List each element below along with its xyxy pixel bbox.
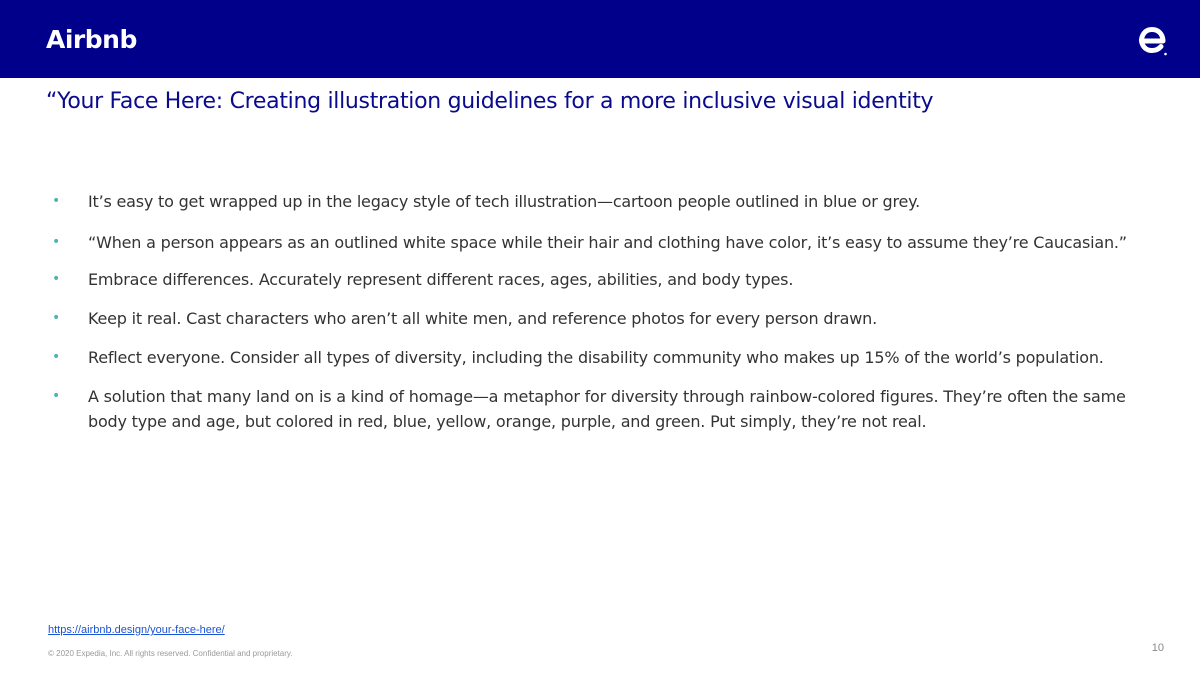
source-link[interactable]: https://airbnb.design/your-face-here/ bbox=[48, 624, 225, 636]
bullet-dot-icon: • bbox=[52, 310, 61, 326]
copyright-notice: © 2020 Expedia, Inc. All rights reserved. Confidential and proprietary. bbox=[48, 649, 293, 658]
page-number: 10 bbox=[1151, 642, 1164, 654]
bullet-dot-icon: • bbox=[52, 349, 61, 365]
bullet-text: A solution that many land on is a kind of homage—a metaphor for diversity through rainbow-colored figures. They’re often the same body type and age, but colored in red, blue, yellow, orange, purple, and green. Put simply, they’re not real. bbox=[88, 387, 1126, 431]
bullet-text: It’s easy to get wrapped up in the legacy style of tech illustration—cartoon people outlined in blue or grey. bbox=[88, 192, 921, 211]
bullet-item bbox=[52, 384, 1132, 434]
bullet-item bbox=[52, 306, 1132, 331]
bullet-text: Keep it real. Cast characters who aren’t all white men, and reference photos for every person drawn. bbox=[88, 309, 877, 328]
header-bar bbox=[0, 0, 1200, 78]
bullet-list bbox=[52, 189, 1132, 448]
bullet-text: Reflect everyone. Consider all types of diversity, including the disability community who makes up 15% of the world’s population. bbox=[88, 348, 1104, 367]
bullet-item bbox=[52, 345, 1132, 370]
bullet-text: Embrace differences. Accurately represent different races, ages, abilities, and body types. bbox=[88, 270, 794, 289]
bullet-dot-icon: • bbox=[52, 234, 61, 250]
expedia-e-logo-icon bbox=[1134, 23, 1168, 57]
bullet-dot-icon: • bbox=[52, 388, 61, 404]
bullet-item bbox=[52, 189, 1132, 214]
bullet-item bbox=[52, 267, 1132, 292]
brand-name: Airbnb bbox=[46, 25, 137, 54]
bullet-dot-icon: • bbox=[52, 271, 61, 287]
bullet-item bbox=[52, 228, 1132, 257]
bullet-text: “When a person appears as an outlined white space while their hair and clothing have color, it’s easy to assume they’re Caucasian.” bbox=[88, 233, 1127, 252]
slide-title: “Your Face Here: Creating illustration guidelines for a more inclusive visual identity bbox=[46, 89, 934, 114]
bullet-dot-icon: • bbox=[52, 193, 61, 209]
